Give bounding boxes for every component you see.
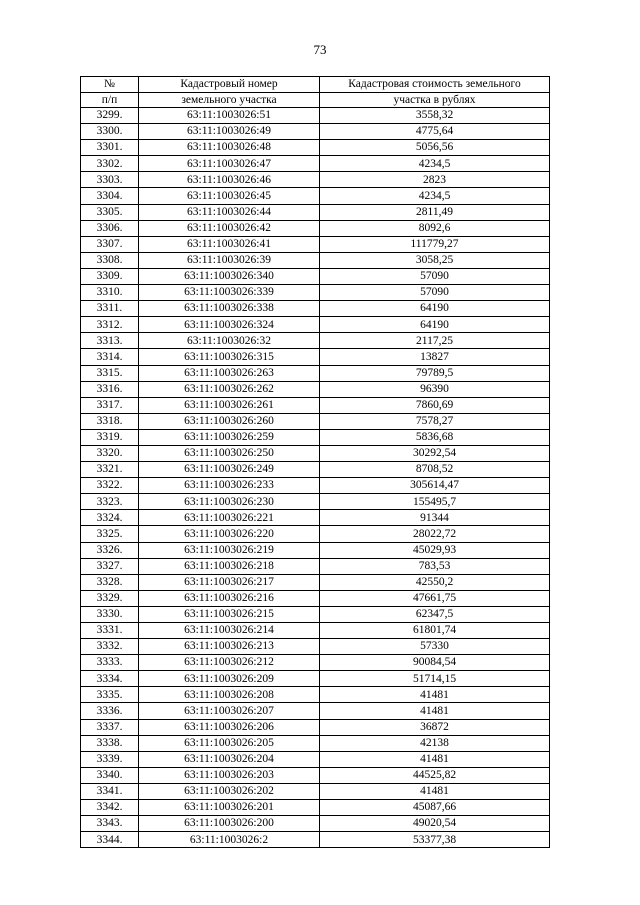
table-row: [81, 365, 550, 381]
cell-cadastral-number: 63:11:1003026:324: [139, 317, 320, 333]
cell-cadastral-value: 64190: [320, 301, 550, 317]
cell-cadastral-value: 49020,54: [320, 816, 550, 832]
table-row: [81, 671, 550, 687]
table-row: [81, 204, 550, 220]
cell-row-number: 3320.: [81, 445, 139, 461]
cell-row-number: 3335.: [81, 687, 139, 703]
cell-cadastral-number: 63:11:1003026:338: [139, 301, 320, 317]
cell-cadastral-number: 63:11:1003026:215: [139, 606, 320, 622]
cell-cadastral-number: 63:11:1003026:218: [139, 558, 320, 574]
cell-cadastral-value: 7860,69: [320, 397, 550, 413]
cell-row-number: 3317.: [81, 397, 139, 413]
table-row: [81, 494, 550, 510]
cell-row-number: 3324.: [81, 510, 139, 526]
cell-cadastral-number: 63:11:1003026:220: [139, 526, 320, 542]
cell-cadastral-number: 63:11:1003026:260: [139, 413, 320, 429]
table-row: [81, 510, 550, 526]
table-row: [81, 445, 550, 461]
cell-cadastral-value: 53377,38: [320, 832, 550, 848]
cell-cadastral-number: 63:11:1003026:200: [139, 816, 320, 832]
cell-cadastral-value: 305614,47: [320, 478, 550, 494]
cell-cadastral-value: 41481: [320, 687, 550, 703]
table-row: [81, 623, 550, 639]
cell-row-number: 3306.: [81, 220, 139, 236]
cell-row-number: 3308.: [81, 252, 139, 268]
cell-cadastral-value: 111779,27: [320, 236, 550, 252]
cell-cadastral-number: 63:11:1003026:339: [139, 285, 320, 301]
cell-cadastral-value: 2823: [320, 172, 550, 188]
table-row: [81, 816, 550, 832]
table-row: [81, 333, 550, 349]
cell-cadastral-value: 41481: [320, 703, 550, 719]
cell-row-number: 3341.: [81, 783, 139, 799]
cell-cadastral-number: 63:11:1003026:230: [139, 494, 320, 510]
cell-cadastral-number: 63:11:1003026:263: [139, 365, 320, 381]
cell-row-number: 3309.: [81, 268, 139, 284]
table-body: [81, 108, 550, 848]
header-number: №: [81, 77, 139, 93]
table-row: [81, 719, 550, 735]
cell-cadastral-value: 42550,2: [320, 574, 550, 590]
header-cadastral-value-line2: участка в рублях: [320, 92, 550, 108]
cell-row-number: 3331.: [81, 623, 139, 639]
cell-cadastral-number: 63:11:1003026:204: [139, 751, 320, 767]
cell-row-number: 3314.: [81, 349, 139, 365]
cell-cadastral-number: 63:11:1003026:250: [139, 445, 320, 461]
cell-row-number: 3303.: [81, 172, 139, 188]
cell-row-number: 3305.: [81, 204, 139, 220]
table-row: [81, 188, 550, 204]
cell-cadastral-value: 28022,72: [320, 526, 550, 542]
cell-row-number: 3300.: [81, 124, 139, 140]
cell-cadastral-number: 63:11:1003026:207: [139, 703, 320, 719]
cell-cadastral-value: 62347,5: [320, 606, 550, 622]
cell-cadastral-number: 63:11:1003026:48: [139, 140, 320, 156]
table-row: [81, 703, 550, 719]
cell-row-number: 3299.: [81, 108, 139, 124]
cell-row-number: 3313.: [81, 333, 139, 349]
cell-row-number: 3312.: [81, 317, 139, 333]
cell-cadastral-value: 2117,25: [320, 333, 550, 349]
table-row: [81, 172, 550, 188]
cell-cadastral-value: 45029,93: [320, 542, 550, 558]
cell-row-number: 3318.: [81, 413, 139, 429]
cell-row-number: 3340.: [81, 767, 139, 783]
cell-cadastral-number: 63:11:1003026:216: [139, 590, 320, 606]
cell-cadastral-value: 8092,6: [320, 220, 550, 236]
header-row-1: [81, 77, 550, 93]
cell-cadastral-number: 63:11:1003026:205: [139, 735, 320, 751]
cell-cadastral-value: 3058,25: [320, 252, 550, 268]
cell-cadastral-number: 63:11:1003026:45: [139, 188, 320, 204]
cadastral-value-table: [80, 76, 550, 848]
table-row: [81, 413, 550, 429]
cell-cadastral-value: 4234,5: [320, 188, 550, 204]
cell-row-number: 3304.: [81, 188, 139, 204]
header-row-2: [81, 92, 550, 108]
cell-cadastral-value: 41481: [320, 751, 550, 767]
table-row: [81, 124, 550, 140]
cell-cadastral-value: 2811,49: [320, 204, 550, 220]
cell-cadastral-number: 63:11:1003026:2: [139, 832, 320, 848]
table-row: [81, 220, 550, 236]
cell-row-number: 3339.: [81, 751, 139, 767]
cell-cadastral-number: 63:11:1003026:315: [139, 349, 320, 365]
cell-cadastral-value: 7578,27: [320, 413, 550, 429]
cell-cadastral-number: 63:11:1003026:42: [139, 220, 320, 236]
cell-cadastral-number: 63:11:1003026:221: [139, 510, 320, 526]
table-row: [81, 558, 550, 574]
table-row: [81, 462, 550, 478]
cell-cadastral-number: 63:11:1003026:212: [139, 655, 320, 671]
cell-cadastral-value: 96390: [320, 381, 550, 397]
cell-cadastral-number: 63:11:1003026:214: [139, 623, 320, 639]
cell-cadastral-number: 63:11:1003026:51: [139, 108, 320, 124]
cell-cadastral-number: 63:11:1003026:41: [139, 236, 320, 252]
cell-row-number: 3327.: [81, 558, 139, 574]
table-row: [81, 140, 550, 156]
cell-cadastral-number: 63:11:1003026:201: [139, 800, 320, 816]
cell-cadastral-number: 63:11:1003026:203: [139, 767, 320, 783]
table-row: [81, 252, 550, 268]
table-row: [81, 832, 550, 848]
cell-row-number: 3311.: [81, 301, 139, 317]
cell-row-number: 3332.: [81, 639, 139, 655]
table-row: [81, 429, 550, 445]
cell-row-number: 3343.: [81, 816, 139, 832]
table-row: [81, 108, 550, 124]
cell-cadastral-value: 45087,66: [320, 800, 550, 816]
table-row: [81, 156, 550, 172]
cell-cadastral-value: 5836,68: [320, 429, 550, 445]
cell-cadastral-value: 8708,52: [320, 462, 550, 478]
cell-row-number: 3337.: [81, 719, 139, 735]
table-row: [81, 526, 550, 542]
cell-row-number: 3321.: [81, 462, 139, 478]
table-row: [81, 606, 550, 622]
table-row: [81, 655, 550, 671]
cell-cadastral-value: 79789,5: [320, 365, 550, 381]
cell-cadastral-value: 3558,32: [320, 108, 550, 124]
cell-row-number: 3333.: [81, 655, 139, 671]
cell-cadastral-number: 63:11:1003026:208: [139, 687, 320, 703]
cell-cadastral-value: 36872: [320, 719, 550, 735]
table-row: [81, 735, 550, 751]
table-row: [81, 397, 550, 413]
cell-cadastral-value: 51714,15: [320, 671, 550, 687]
cell-cadastral-number: 63:11:1003026:217: [139, 574, 320, 590]
table-row: [81, 639, 550, 655]
cell-row-number: 3344.: [81, 832, 139, 848]
table-row: [81, 349, 550, 365]
table-row: [81, 542, 550, 558]
header-cadastral-number: Кадастровый номер: [139, 77, 320, 93]
cell-cadastral-number: 63:11:1003026:44: [139, 204, 320, 220]
cell-row-number: 3328.: [81, 574, 139, 590]
header-cadastral-number-line2: земельного участка: [139, 92, 320, 108]
table-row: [81, 783, 550, 799]
table-row: [81, 767, 550, 783]
cell-row-number: 3329.: [81, 590, 139, 606]
cell-row-number: 3330.: [81, 606, 139, 622]
cell-cadastral-value: 57090: [320, 285, 550, 301]
cell-row-number: 3325.: [81, 526, 139, 542]
page-number: 73: [313, 42, 327, 57]
cell-cadastral-value: 30292,54: [320, 445, 550, 461]
cell-row-number: 3301.: [81, 140, 139, 156]
cell-cadastral-value: 155495,7: [320, 494, 550, 510]
table-row: [81, 301, 550, 317]
cell-row-number: 3338.: [81, 735, 139, 751]
cell-row-number: 3334.: [81, 671, 139, 687]
cell-row-number: 3315.: [81, 365, 139, 381]
cell-cadastral-number: 63:11:1003026:261: [139, 397, 320, 413]
cell-row-number: 3302.: [81, 156, 139, 172]
cell-row-number: 3316.: [81, 381, 139, 397]
cell-cadastral-number: 63:11:1003026:219: [139, 542, 320, 558]
cell-cadastral-number: 63:11:1003026:47: [139, 156, 320, 172]
cell-cadastral-value: 13827: [320, 349, 550, 365]
cell-cadastral-value: 90084,54: [320, 655, 550, 671]
header-cadastral-value: Кадастровая стоимость земельного: [320, 77, 550, 93]
cell-cadastral-number: 63:11:1003026:262: [139, 381, 320, 397]
table-row: [81, 268, 550, 284]
table-row: [81, 478, 550, 494]
cell-row-number: 3319.: [81, 429, 139, 445]
table-row: [81, 687, 550, 703]
table-row: [81, 574, 550, 590]
cell-row-number: 3310.: [81, 285, 139, 301]
cell-cadastral-number: 63:11:1003026:340: [139, 268, 320, 284]
cell-row-number: 3307.: [81, 236, 139, 252]
cell-cadastral-value: 42138: [320, 735, 550, 751]
cell-cadastral-value: 44525,82: [320, 767, 550, 783]
table-row: [81, 381, 550, 397]
table-row: [81, 317, 550, 333]
cell-cadastral-value: 5056,56: [320, 140, 550, 156]
cell-cadastral-value: 64190: [320, 317, 550, 333]
cell-cadastral-value: 47661,75: [320, 590, 550, 606]
cell-cadastral-value: 41481: [320, 783, 550, 799]
table-row: [81, 590, 550, 606]
cell-cadastral-number: 63:11:1003026:32: [139, 333, 320, 349]
cell-row-number: 3322.: [81, 478, 139, 494]
cell-cadastral-value: 61801,74: [320, 623, 550, 639]
cell-cadastral-number: 63:11:1003026:233: [139, 478, 320, 494]
cell-cadastral-number: 63:11:1003026:202: [139, 783, 320, 799]
cell-row-number: 3323.: [81, 494, 139, 510]
cell-cadastral-number: 63:11:1003026:206: [139, 719, 320, 735]
table-row: [81, 285, 550, 301]
cell-cadastral-number: 63:11:1003026:39: [139, 252, 320, 268]
table-row: [81, 800, 550, 816]
cell-cadastral-value: 4775,64: [320, 124, 550, 140]
table-row: [81, 751, 550, 767]
cell-cadastral-number: 63:11:1003026:49: [139, 124, 320, 140]
cell-cadastral-number: 63:11:1003026:249: [139, 462, 320, 478]
cell-cadastral-value: 91344: [320, 510, 550, 526]
table-row: [81, 236, 550, 252]
cell-cadastral-value: 4234,5: [320, 156, 550, 172]
cell-cadastral-value: 57090: [320, 268, 550, 284]
cell-row-number: 3342.: [81, 800, 139, 816]
cell-cadastral-number: 63:11:1003026:259: [139, 429, 320, 445]
table-header: [81, 77, 550, 108]
cell-row-number: 3326.: [81, 542, 139, 558]
header-number-line2: п/п: [81, 92, 139, 108]
cell-cadastral-value: 783,53: [320, 558, 550, 574]
cell-cadastral-number: 63:11:1003026:46: [139, 172, 320, 188]
cell-cadastral-number: 63:11:1003026:209: [139, 671, 320, 687]
cell-row-number: 3336.: [81, 703, 139, 719]
cell-cadastral-number: 63:11:1003026:213: [139, 639, 320, 655]
cell-cadastral-value: 57330: [320, 639, 550, 655]
